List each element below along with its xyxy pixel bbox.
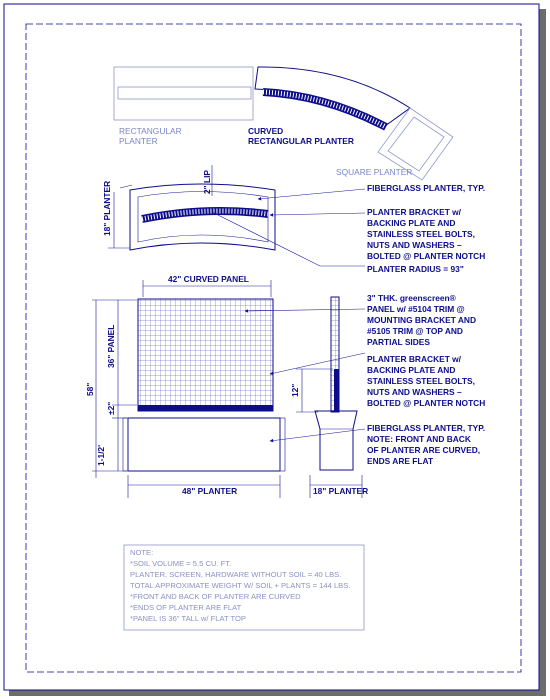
square-planter-label: SQUARE PLANTER — [336, 167, 413, 177]
callout-bracket-3: STAINLESS STEEL BOLTS, — [367, 229, 475, 239]
callout-bracket-1: PLANTER BRACKET w/ — [367, 207, 461, 217]
section-depth-label: 18" PLANTER — [102, 180, 112, 236]
callout-ebracket-4: NUTS AND WASHERS – — [367, 387, 462, 397]
callout-eplanter-1: FIBERGLASS PLANTER, TYP. — [367, 423, 486, 433]
planter-height-label: 1-1/2' — [96, 444, 106, 466]
panel-height-label: 36" PANEL — [106, 324, 116, 368]
callout-radius: PLANTER RADIUS = 93" — [367, 264, 464, 274]
note-line-4: TOTAL APPROXIMATE WEIGHT W/ SOIL + PLANTS = 144 LBS. — [130, 581, 351, 590]
callout-eplanter-4: ENDS ARE FLAT — [367, 456, 434, 466]
panel-bottom-trim — [138, 405, 273, 411]
elevation-callouts — [367, 293, 485, 466]
greenscreen-panel — [138, 299, 273, 411]
callout-panel-4: #5105 TRIM @ TOP AND — [367, 326, 463, 336]
callout-bracket-5: BOLTED @ PLANTER NOTCH — [367, 251, 486, 261]
curved-planter-label-2: RECTANGULAR PLANTER — [248, 136, 354, 146]
callout-fiberglass: FIBERGLASS PLANTER, TYP. — [367, 183, 486, 193]
note-line-7: *PANEL IS 36" TALL w/ FLAT TOP — [130, 614, 246, 623]
section-lip-label: 2" LIP — [202, 170, 212, 194]
note-line-6: *ENDS OF PLANTER ARE FLAT — [130, 603, 242, 612]
callout-panel-3: MOUNTING BRACKET AND — [367, 315, 477, 325]
callout-eplanter-2: NOTE: FRONT AND BACK — [367, 434, 471, 444]
rectangular-planter-label-1: RECTANGULAR — [119, 126, 182, 136]
callout-panel-1: 3" THK. greenscreen® — [367, 293, 456, 303]
callout-ebracket-5: BOLTED @ PLANTER NOTCH — [367, 398, 486, 408]
callout-bracket-2: BACKING PLATE AND — [367, 218, 456, 228]
note-line-5: *FRONT AND BACK OF PLANTER ARE CURVED — [130, 592, 301, 601]
panel-width-label: 42" CURVED PANEL — [168, 274, 249, 284]
note-line-3: PLANTER, SCREEN, HARDWARE WITHOUT SOIL = 40 LBS. — [130, 570, 342, 579]
side-bracket — [334, 369, 339, 412]
note-line-2: *SOIL VOLUME = 5.5 CU. FT. — [130, 559, 232, 568]
callout-ebracket-3: STAINLESS STEEL BOLTS, — [367, 376, 475, 386]
overall-height-label: 58" — [85, 382, 95, 396]
curved-planter-label-1: CURVED — [248, 126, 284, 136]
callout-ebracket-2: BACKING PLATE AND — [367, 365, 456, 375]
callout-bracket-4: NUTS AND WASHERS – — [367, 240, 462, 250]
callout-panel-2: PANEL w/ #5104 TRIM @ — [367, 304, 465, 314]
callout-panel-5: PARTIAL SIDES — [367, 337, 430, 347]
note-line-1: NOTE: — [130, 548, 154, 557]
callout-eplanter-3: OF PLANTER ARE CURVED, — [367, 445, 481, 455]
callout-ebracket-1: PLANTER BRACKET w/ — [367, 354, 461, 364]
side-depth-label: 18" PLANTER — [313, 486, 369, 496]
gap-label: ±2" — [106, 401, 116, 415]
rectangular-planter-label-2: PLANTER — [119, 136, 158, 146]
bracket-height-label: 12" — [290, 383, 300, 397]
planter-width-label: 48" PLANTER — [182, 486, 238, 496]
